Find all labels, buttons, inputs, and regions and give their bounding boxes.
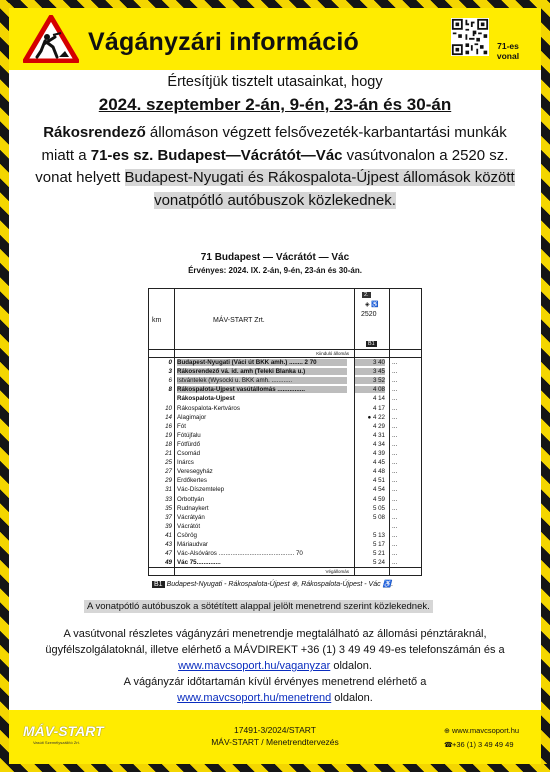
timetable-km: 10 [165,404,172,412]
timetable-dots: ... [392,395,398,403]
timetable-dots: ... [392,459,398,467]
line-name: 71-es sz. Budapest—Vácrátót—Vác [90,146,343,164]
timetable-dots: ... [392,522,398,530]
timetable-time: 5 21 [372,550,385,558]
timetable-time: 4 31 [372,431,385,439]
timetable-dots: ... [392,504,398,512]
shaded-note: A vonatpótló autóbuszok a sötétített alappal jelölt menetrend szerint közlekednek. [84,600,433,613]
timetable-time: 4 17 [372,404,385,412]
timetable-row [149,477,423,484]
timetable-station: Csörög [177,531,197,539]
timetable-station: Fót [177,422,186,430]
timetable-station: Rudnaykert [177,504,209,512]
timetable-row [149,541,423,548]
timetable-row [149,423,423,430]
website-text[interactable]: www.mavcsoport.hu [452,726,520,735]
timetable-time: 4 54 [372,486,385,494]
hazard-stripe-left [0,0,9,772]
timetable-row [149,559,423,566]
timetable-row [149,368,423,375]
timetable-heading: 71 Budapest — Vácrátót — Vác [200,252,350,263]
divider [149,357,421,358]
info-text: oldalon. [331,692,373,704]
legend-text: Budapest-Nyugati - Rákospalota-Újpest ⊕, Rákospalota-Újpest - Vác ♿. [166,581,394,588]
timetable-dots: ... [392,541,398,548]
timetable-time: 5 24 [372,559,385,567]
info-text: A vágányzár időtartamán kívül érvényes menetrend elérhető a [123,676,427,688]
timetable-station: Fótújfalu [177,431,201,439]
timetable-station: Budapest-Nyugati (Váci út BKK amh.) ........ 2 70 [177,359,347,366]
timetable-row [149,359,423,366]
timetable-time: 3 40 [355,359,385,366]
timetable-km: 31 [165,486,172,494]
timetable-km: 3 [168,368,172,376]
timetable-dots: ... [392,359,398,366]
timetable-station: Veresegyház [177,468,213,476]
timetable-row [149,523,423,530]
timetable-time: 4 14 [372,395,385,403]
timetable-time: ● 4 22 [367,413,385,421]
timetable-km: 0 [168,359,172,366]
timetable-km: 41 [165,531,172,539]
timetable-dots: ... [392,550,398,558]
legend-bus-badge: B1 [154,581,163,588]
phone-text: +36 (1) 3 49 49 49 [452,740,514,749]
timetable-row [149,532,423,539]
timetable-dots: ... [392,404,398,412]
timetable-dots: ... [392,377,398,385]
timetable-row [149,432,423,439]
timetable-station: Rákospalota-Újpest vasútállomás ................ [177,386,347,393]
timetable-time: 5 17 [372,541,385,548]
info-text: A vasútvonal részletes vágányzári menetrendje megtalálható az állomási pénztáraknál, ügyfélszolgálatoknál, illetve elérhető a MÁVDIREKT +36 (1) 3 49 49 49-es telefonszámán és a [45,628,505,656]
timetable-row [149,486,423,493]
timetable-time: 5 13 [372,531,385,539]
train-number: 2520 [361,311,377,318]
timetable-station: Vác-Díszemtelep [177,486,225,494]
timetable-validity: Érvényes: 2024. IX. 2-án, 9-én, 23-án és 30-án. [188,266,362,275]
timetable-time: 4 59 [372,495,385,503]
timetable-station: Istvántelek (Wysocki u. BKK amh. ............ [177,377,347,384]
class-badge: 2. [364,292,369,298]
timetable-dots: ... [392,450,398,457]
info-paragraph [29,626,521,706]
document-number: 17491-3/2024/START [234,725,316,735]
timetable-km: 35 [165,504,172,512]
timetable-km: 47 [165,550,172,558]
timetable-km: 16 [165,422,172,430]
replacement-bus-highlight: Budapest-Nyugati és Rákospalota-Újpest állomások között vonatpótló autóbuszok közlekednek. [124,169,515,209]
bus-badge: B1 [368,341,375,347]
info-text: oldalon. [330,660,372,672]
footer-banner [9,710,541,764]
timetable-row [149,468,423,475]
hazard-stripe-right [541,0,550,772]
timetable-dots: ... [392,513,398,521]
roadwork-warning-icon [23,15,79,63]
timetable-row [149,377,423,384]
timetable-km: 14 [165,413,172,421]
timetable-station: Máriaudvar [177,541,208,548]
timetable-station: Rákospalota-Újpest [177,395,235,403]
timetable-time: 4 29 [372,422,385,430]
line-71-label: 71-es vonal [496,41,520,61]
qr-code-icon [451,18,489,56]
timetable [148,288,422,576]
timetable-station: Rákosrendező vá. id. amh (Teleki Blanka u.) [177,368,347,375]
timetable-station: Vác-Alsóváros ............................................ 70 [177,550,303,558]
timetable-time: 5 08 [372,513,385,521]
train-service-icons: ◈ ♿ [365,302,379,308]
menetrend-link[interactable]: www.mavcsoport.hu/menetrend [177,692,332,704]
timetable-station: Vácrátót [177,522,201,530]
timetable-time: 4 45 [372,459,385,467]
page-title: Vágányzári információ [88,28,359,56]
timetable-km: 6 [168,377,172,385]
operator-column-header: MÁV-START Zrt. [213,317,265,324]
timetable-km: 43 [165,541,172,548]
timetable-km: 21 [165,450,172,457]
timetable-station: Csomád [177,450,201,457]
timetable-row [149,441,423,448]
timetable-km: 8 [168,386,172,394]
mav-start-logo: MÁV-START [23,723,104,739]
station-name: Rákosrendező [43,124,146,141]
notice-body [9,70,541,710]
timetable-time: 3 52 [355,377,385,384]
timetable-time: 4 51 [372,477,385,485]
timetable-dots: ... [392,468,398,476]
timetable-km: 37 [165,513,172,521]
timetable-dots: ... [392,413,398,421]
timetable-row [149,496,423,503]
timetable-station: Fótfürdő [177,440,201,448]
closure-description [34,122,516,212]
timetable-row [149,405,423,412]
timetable-dots: ... [392,477,398,485]
document-department: MÁV-START / Menetrendtervezés [211,737,339,747]
closure-dates: 2024. szeptember 2-án, 9-én, 23-án és 30-án [98,95,452,114]
timetable-legend [152,580,393,588]
timetable-km: 18 [165,440,172,448]
timetable-time: 4 48 [372,468,385,476]
timetable-row [149,514,423,521]
timetable-row [149,450,423,457]
timetable-dots: ... [392,495,398,503]
description-text: állomáson végzett felsővezeték-karbantartási munkák miatt a [41,124,507,164]
contact-info [444,724,519,752]
hazard-stripe-bottom [0,764,550,772]
timetable-time: 3 45 [355,368,385,375]
description-text: vasútvonalon a 2520 sz. vonat helyett [35,146,509,186]
timetable-dots: ... [392,386,398,394]
timetable-station: Őrbottyán [177,495,205,503]
timetable-km: 49 [165,559,172,567]
timetable-dots: ... [392,440,398,448]
divider [149,567,421,568]
timetable-row [149,414,423,421]
km-column-header: km [152,317,162,324]
terminus-label: Végállomás [325,569,349,574]
timetable-time: 4 08 [355,386,385,393]
timetable-station: Vácrátyán [177,513,205,521]
timetable-km: 33 [165,495,172,503]
timetable-dots: ... [392,486,398,494]
phone-icon: ☎ [444,742,453,749]
timetable-station: Vác 75.............. [177,559,221,567]
timetable-time: 5 05 [372,504,385,512]
vaganyzar-link[interactable]: www.mavcsoport.hu/vaganyzar [178,660,331,672]
timetable-time: 4 34 [372,440,385,448]
timetable-dots: ... [392,422,398,430]
timetable-km: 19 [165,431,172,439]
timetable-row [149,459,423,466]
timetable-station: Rákospalota-Kertváros [177,404,240,412]
globe-icon: ⊕ [444,728,450,735]
timetable-station: Alagimajor [177,413,207,421]
timetable-time: 4 39 [372,450,385,457]
timetable-dots: ... [392,431,398,439]
hazard-stripe-top [0,0,550,8]
departure-station-label: Kiinduló állomás [316,351,349,356]
timetable-km: 39 [165,522,172,530]
divider [149,349,421,350]
intro-text: Értesítjük tisztelt utasainkat, hogy [167,74,383,90]
timetable-km: 29 [165,477,172,485]
timetable-km: 27 [165,468,172,476]
timetable-station: Erdőkertes [177,477,207,485]
timetable-row [149,505,423,512]
logo-subtitle: Vasúti Személyszállító Zrt. [33,740,80,745]
timetable-row [149,386,423,393]
timetable-row [149,395,423,402]
timetable-dots: ... [392,368,398,376]
timetable-dots: ... [392,531,398,539]
timetable-km: 25 [165,459,172,467]
timetable-row [149,550,423,557]
timetable-station: Inárcs [177,459,194,467]
timetable-dots: ... [392,559,398,567]
